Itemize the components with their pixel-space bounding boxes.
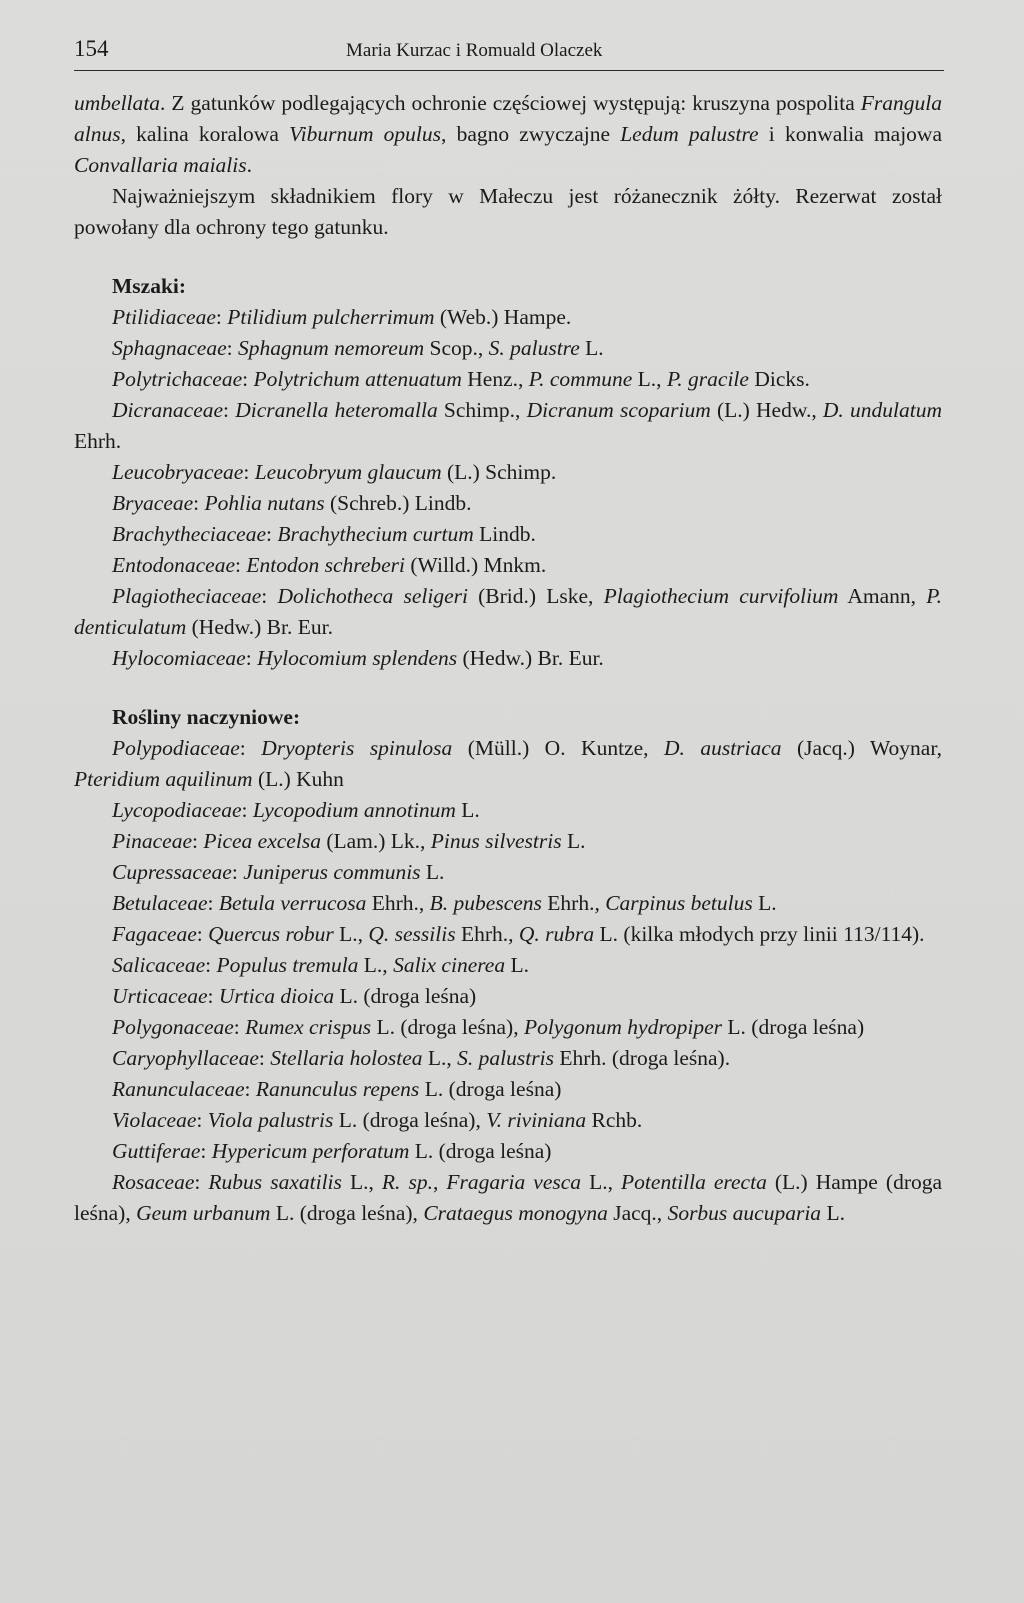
- italic-text: Violaceae: [112, 1108, 197, 1132]
- page-number: 154: [74, 36, 109, 61]
- italic-text: Polygonaceae: [112, 1015, 234, 1039]
- italic-text: Fragaria vesca: [446, 1170, 582, 1194]
- text-run: L.,: [632, 367, 667, 391]
- italic-text: Urtica dioica: [218, 984, 335, 1008]
- text-run: :: [245, 646, 258, 670]
- italic-text: Urticaceae: [112, 984, 208, 1008]
- text-run: . Z gatunków podlegających ochronie częściowej występują: kruszyna pospolita: [160, 91, 861, 115]
- text-run: Ehrh.,: [455, 922, 519, 946]
- taxon-entry: [74, 550, 942, 581]
- italic-text: Q. rubra: [518, 922, 595, 946]
- text-run: (L.) Hampe (droga leśna),: [74, 1170, 943, 1225]
- text-run: L.,: [358, 953, 394, 977]
- italic-text: Lycopodium annotinum: [252, 798, 456, 822]
- taxon-entry: [74, 950, 942, 981]
- taxon-entry: [74, 1043, 942, 1074]
- text-run: (L.) Schimp.: [441, 460, 557, 484]
- italic-text: Sphagnaceae: [112, 336, 227, 360]
- text-run: Schimp.,: [437, 398, 527, 422]
- italic-text: Leucobryaceae: [112, 460, 244, 484]
- text-run: ,: [432, 1170, 447, 1194]
- text-run: Ehrh. (droga leśna).: [553, 1046, 731, 1070]
- text-run: L.: [561, 829, 586, 853]
- text-run: L. (kilka młodych przy linii 113/114).: [594, 922, 925, 946]
- text-run: :: [196, 1108, 208, 1132]
- italic-text: Polytrichaceae: [112, 367, 243, 391]
- italic-text: Cupressaceae: [112, 860, 232, 884]
- italic-text: Fagaceae: [112, 922, 197, 946]
- text-run: :: [239, 736, 262, 760]
- running-head: Maria Kurzac i Romuald Olaczek: [346, 40, 603, 61]
- italic-text: Betulaceae: [112, 891, 208, 915]
- text-run: L.,: [333, 922, 369, 946]
- italic-text: Potentilla erecta: [621, 1170, 767, 1194]
- italic-text: Hypericum perforatum: [211, 1139, 410, 1163]
- text-run: :: [243, 460, 255, 484]
- text-run: :: [223, 398, 236, 422]
- italic-text: Rumex crispus: [245, 1015, 372, 1039]
- taxon-entry: [74, 333, 942, 364]
- taxon-entry: [74, 826, 942, 857]
- italic-text: Rubus saxatilis: [208, 1170, 342, 1194]
- text-run: Jacq.,: [607, 1201, 668, 1225]
- taxon-entry: [74, 302, 942, 333]
- taxon-entry: [74, 1167, 942, 1229]
- text-run: L.: [420, 860, 445, 884]
- italic-text: Ledum palustre: [620, 122, 759, 146]
- spacer: [74, 243, 942, 271]
- italic-text: Pinaceae: [112, 829, 192, 853]
- text-run: , bagno zwyczajne: [441, 122, 621, 146]
- italic-text: Viola palustris: [207, 1108, 334, 1132]
- italic-text: S. palustre: [488, 336, 580, 360]
- italic-text: Pteridium aquilinum: [74, 767, 253, 791]
- text-run: :: [200, 1139, 212, 1163]
- italic-text: Salix cinerea: [393, 953, 506, 977]
- italic-text: Guttiferae: [112, 1139, 201, 1163]
- italic-text: Caryophyllaceae: [112, 1046, 259, 1070]
- italic-text: B. pubescens: [429, 891, 542, 915]
- italic-text: Salicaceae: [112, 953, 206, 977]
- italic-text: D. austriaca: [663, 736, 782, 760]
- taxon-entry: [74, 981, 942, 1012]
- page-body: [74, 88, 942, 1229]
- taxon-entry: [74, 919, 942, 950]
- italic-text: Frangula alnus: [74, 91, 942, 146]
- text-run: (Lam.) Lk.,: [320, 829, 431, 853]
- text-run: (Müll.) O. Kuntze,: [452, 736, 664, 760]
- text-run: Najważniejszym składnikiem flory w Małeczu jest różanecznik żółty. Rezerwat został powołany dla ochrony tego gatunku.: [74, 184, 942, 239]
- text-run: :: [193, 491, 205, 515]
- italic-text: R. sp.: [381, 1170, 433, 1194]
- text-run: :: [266, 522, 278, 546]
- italic-text: Ranunculus repens: [255, 1077, 420, 1101]
- italic-text: Dryopteris spinulosa: [261, 736, 453, 760]
- text-run: :: [215, 305, 228, 329]
- italic-text: Brachythecium curtum: [277, 522, 474, 546]
- text-run: (L.) Kuhn: [252, 767, 344, 791]
- italic-text: Brachytheciaceae: [112, 522, 266, 546]
- section-heading-vascular-plants: Rośliny naczyniowe:: [112, 705, 301, 729]
- text-run: :: [226, 336, 238, 360]
- text-run: :: [258, 1046, 271, 1070]
- text-run: L.: [455, 798, 480, 822]
- italic-text: Polytrichum attenuatum: [253, 367, 462, 391]
- italic-text: P. denticulatum: [74, 584, 942, 639]
- text-run: Ehrh.,: [541, 891, 606, 915]
- page-header: [74, 34, 944, 71]
- italic-text: Dicranella heteromalla: [235, 398, 438, 422]
- italic-text: Leucobryum glaucum: [254, 460, 442, 484]
- taxon-entry: [74, 519, 942, 550]
- text-run: Rchb.: [586, 1108, 643, 1132]
- taxon-entry: [74, 581, 942, 643]
- text-run: , kalina koralowa: [120, 122, 290, 146]
- italic-text: Polypodiaceae: [112, 736, 240, 760]
- text-run: :: [194, 1170, 209, 1194]
- text-run: Ehrh.,: [366, 891, 430, 915]
- text-run: (Web.) Hampe.: [434, 305, 572, 329]
- italic-text: Hylocomium splendens: [257, 646, 458, 670]
- italic-text: Dicranaceae: [112, 398, 224, 422]
- italic-text: Plagiotheciaceae: [112, 584, 262, 608]
- italic-text: Entodonaceae: [112, 553, 235, 577]
- text-run: Amann,: [838, 584, 927, 608]
- text-run: L. (droga leśna): [722, 1015, 865, 1039]
- text-run: L.,: [581, 1170, 622, 1194]
- italic-text: P. commune: [528, 367, 633, 391]
- text-run: :: [196, 922, 209, 946]
- italic-text: Plagiothecium curvifolium: [603, 584, 839, 608]
- italic-text: V. riviniana: [486, 1108, 587, 1132]
- text-run: .: [246, 153, 252, 177]
- spacer: [74, 674, 942, 702]
- text-run: L. (droga leśna),: [333, 1108, 487, 1132]
- text-run: L. (droga leśna): [409, 1139, 552, 1163]
- text-run: :: [233, 1015, 246, 1039]
- text-run: :: [205, 953, 217, 977]
- italic-text: Pinus silvestris: [430, 829, 562, 853]
- italic-text: Pohlia nutans: [204, 491, 325, 515]
- text-run: L.,: [422, 1046, 458, 1070]
- text-run: L. (droga leśna): [334, 984, 477, 1008]
- italic-text: Picea excelsa: [203, 829, 321, 853]
- taxon-entry: [74, 1012, 942, 1043]
- text-run: Henz.,: [461, 367, 529, 391]
- taxon-entry: [74, 1136, 942, 1167]
- taxon-entry: [74, 857, 942, 888]
- section-list-vascular-plants: [74, 733, 942, 1229]
- italic-text: Populus tremula: [216, 953, 359, 977]
- text-run: L.: [752, 891, 777, 915]
- italic-text: Ptilidium pulcherrimum: [227, 305, 435, 329]
- text-run: L.: [505, 953, 529, 977]
- taxon-entry: [74, 1074, 942, 1105]
- text-run: :: [231, 860, 244, 884]
- italic-text: Lycopodiaceae: [112, 798, 242, 822]
- text-run: Scop.,: [424, 336, 489, 360]
- italic-text: Stellaria holostea: [270, 1046, 423, 1070]
- italic-text: Viburnum opulus: [289, 122, 441, 146]
- taxon-entry: [74, 364, 942, 395]
- italic-text: Geum urbanum: [136, 1201, 271, 1225]
- text-run: (Willd.) Mnkm.: [405, 553, 547, 577]
- italic-text: Dolichotheca seligeri: [277, 584, 468, 608]
- text-run: (Brid.) Lske,: [467, 584, 604, 608]
- taxon-entry: [74, 643, 942, 674]
- text-run: i konwalia majowa: [758, 122, 942, 146]
- italic-text: Betula verrucosa: [218, 891, 367, 915]
- text-run: (L.) Hedw.,: [710, 398, 823, 422]
- text-run: L.,: [341, 1170, 382, 1194]
- italic-text: Crataegus monogyna: [423, 1201, 608, 1225]
- text-run: (Hedw.) Br. Eur.: [457, 646, 604, 670]
- text-run: L.: [821, 1201, 845, 1225]
- text-run: Ehrh.: [74, 429, 122, 453]
- italic-text: Juniperus communis: [243, 860, 421, 884]
- italic-text: Sphagnum nemoreum: [238, 336, 425, 360]
- italic-text: umbellata: [74, 91, 160, 115]
- text-run: :: [261, 584, 278, 608]
- italic-text: Hylocomiaceae: [112, 646, 246, 670]
- italic-text: S. palustris: [457, 1046, 554, 1070]
- taxon-entry: [74, 795, 942, 826]
- italic-text: Convallaria maialis: [74, 153, 247, 177]
- italic-text: Ranunculaceae: [112, 1077, 245, 1101]
- intro-paragraph-2: [74, 181, 942, 243]
- text-run: L. (droga leśna),: [371, 1015, 524, 1039]
- italic-text: Q. sessilis: [368, 922, 456, 946]
- text-run: Lindb.: [473, 522, 536, 546]
- text-run: :: [241, 798, 253, 822]
- italic-text: P. gracile: [666, 367, 749, 391]
- taxon-entry: [74, 395, 942, 457]
- italic-text: Quercus robur: [208, 922, 334, 946]
- section-list-mosses: [74, 302, 942, 674]
- text-run: (Hedw.) Br. Eur.: [186, 615, 333, 639]
- italic-text: Sorbus aucuparia: [667, 1201, 822, 1225]
- intro-paragraph-1: [74, 88, 942, 181]
- italic-text: Polygonum hydropiper: [523, 1015, 723, 1039]
- italic-text: Dicranum scoparium: [526, 398, 711, 422]
- text-run: (Schreb.) Lindb.: [324, 491, 472, 515]
- text-run: :: [244, 1077, 256, 1101]
- italic-text: Bryaceae: [112, 491, 194, 515]
- section-heading-mosses: Mszaki:: [112, 274, 187, 298]
- text-run: :: [207, 984, 219, 1008]
- text-run: :: [235, 553, 247, 577]
- taxon-entry: [74, 457, 942, 488]
- taxon-entry: [74, 733, 942, 795]
- text-run: Dicks.: [748, 367, 810, 391]
- text-run: L. (droga leśna): [419, 1077, 562, 1101]
- text-run: L.: [579, 336, 604, 360]
- text-run: :: [192, 829, 204, 853]
- italic-text: Rosaceae: [112, 1170, 195, 1194]
- italic-text: D. undulatum: [822, 398, 942, 422]
- italic-text: Ptilidiaceae: [112, 305, 216, 329]
- taxon-entry: [74, 888, 942, 919]
- text-run: L. (droga leśna),: [270, 1201, 424, 1225]
- taxon-entry: [74, 1105, 942, 1136]
- text-run: :: [207, 891, 219, 915]
- taxon-entry: [74, 488, 942, 519]
- text-run: (Jacq.) Woynar,: [781, 736, 943, 760]
- text-run: :: [242, 367, 254, 391]
- italic-text: Carpinus betulus: [605, 891, 753, 915]
- italic-text: Entodon schreberi: [246, 553, 405, 577]
